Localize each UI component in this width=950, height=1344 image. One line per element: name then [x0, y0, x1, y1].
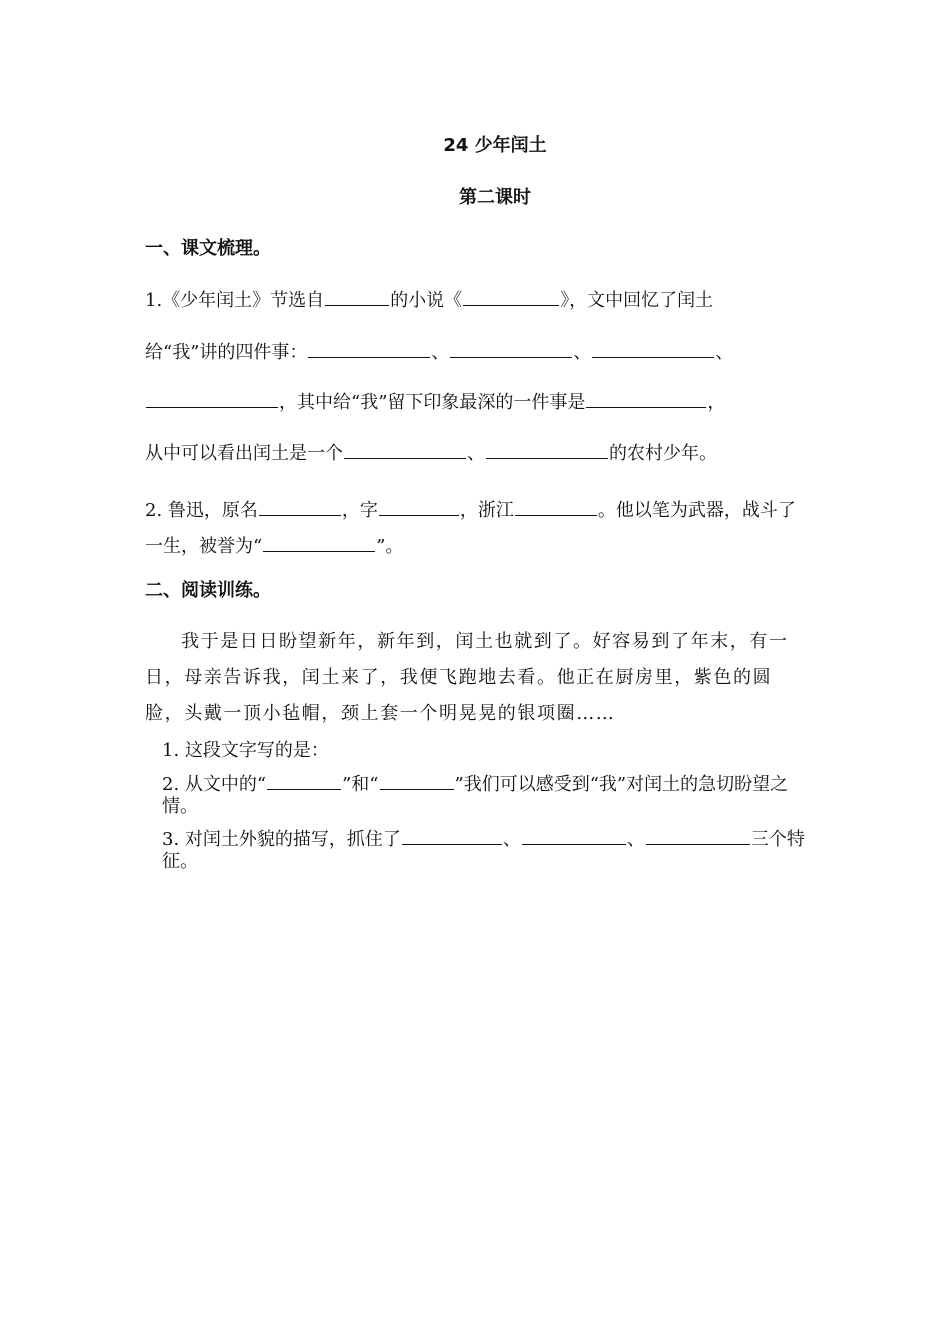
lesson-subtitle: 第二课时 — [459, 187, 531, 208]
question-text: 给“我”讲的四件事： — [145, 342, 308, 363]
question-text: ”。 — [376, 536, 404, 557]
question-text: 2. 从文中的“ — [162, 774, 267, 795]
question-text: 的小说《 — [390, 290, 463, 311]
question-text: ”我们可以感受到“我”对闰土的急切盼望之情。 — [162, 774, 789, 817]
novel-title-blank[interactable] — [463, 289, 559, 306]
trait-blank-2[interactable] — [486, 442, 608, 459]
question-text: 》，文中回忆了闰土 — [560, 290, 714, 311]
section-heading-review: 一、课文梳理。 — [145, 238, 271, 259]
story-blank-2[interactable] — [450, 341, 572, 358]
question-text: 三个特征。 — [162, 829, 805, 872]
question-2 — [145, 493, 810, 565]
question-text: ，字 — [341, 500, 378, 521]
question-1-line-1 — [145, 289, 713, 312]
hometown-blank[interactable] — [515, 499, 597, 516]
quote-blank-2[interactable] — [380, 773, 454, 790]
author-blank[interactable] — [325, 289, 389, 306]
separator: 、 — [431, 342, 450, 363]
deepest-impression-blank[interactable] — [586, 391, 706, 408]
courtesy-name-blank[interactable] — [379, 499, 459, 516]
reading-question-3 — [162, 828, 810, 873]
separator: 、 — [573, 342, 592, 363]
question-text: 2. 鲁迅，原名 — [145, 500, 258, 521]
original-name-blank[interactable] — [259, 499, 341, 516]
reading-question-1: 1. 这段文字写的是： — [162, 740, 329, 761]
separator: 、 — [502, 829, 521, 850]
question-text: ，浙江 — [459, 500, 514, 521]
section-heading-reading: 二、阅读训练。 — [145, 580, 271, 601]
separator: 、 — [715, 342, 734, 363]
separator: 、 — [626, 829, 645, 850]
story-blank-3[interactable] — [592, 341, 714, 358]
feature-blank-1[interactable] — [402, 828, 502, 845]
question-text: ，其中给“我”留下印象最深的一件事是 — [279, 392, 586, 413]
reading-passage: 我于是日日盼望新年，新年到，闰土也就到了。好容易到了年末，有一日，母亲告诉我，闰土来了，我便飞跑地去看。他正在厨房里，紫色的圆脸，头戴一顶小毡帽，颈上套一个明晃晃的银项圈…… — [145, 631, 789, 724]
story-blank-1[interactable] — [308, 341, 430, 358]
trait-blank-1[interactable] — [344, 442, 466, 459]
separator: 、 — [467, 443, 485, 464]
question-text: ”和“ — [342, 774, 379, 795]
question-text: 。他以笔为武器，战斗了一生，被誉为“ — [145, 500, 796, 557]
honorific-blank[interactable] — [263, 535, 375, 552]
question-text: 从中可以看出闰土是一个 — [145, 443, 343, 464]
feature-blank-2[interactable] — [522, 828, 626, 845]
question-1-line-3 — [145, 391, 725, 414]
reading-question-2 — [162, 773, 810, 818]
question-1-line-4 — [145, 442, 717, 465]
quote-blank-1[interactable] — [267, 773, 341, 790]
question-text: 3. 对闰土外貌的描写，抓住了 — [162, 829, 401, 850]
question-text: 的农村少年。 — [609, 443, 717, 464]
feature-blank-3[interactable] — [646, 828, 750, 845]
story-blank-4[interactable] — [146, 391, 278, 408]
page-title: 24 少年闰土 — [443, 135, 547, 156]
question-text: ， — [707, 392, 726, 413]
question-text: 1.《少年闰土》节选自 — [145, 290, 325, 311]
question-1-line-2 — [145, 341, 733, 364]
